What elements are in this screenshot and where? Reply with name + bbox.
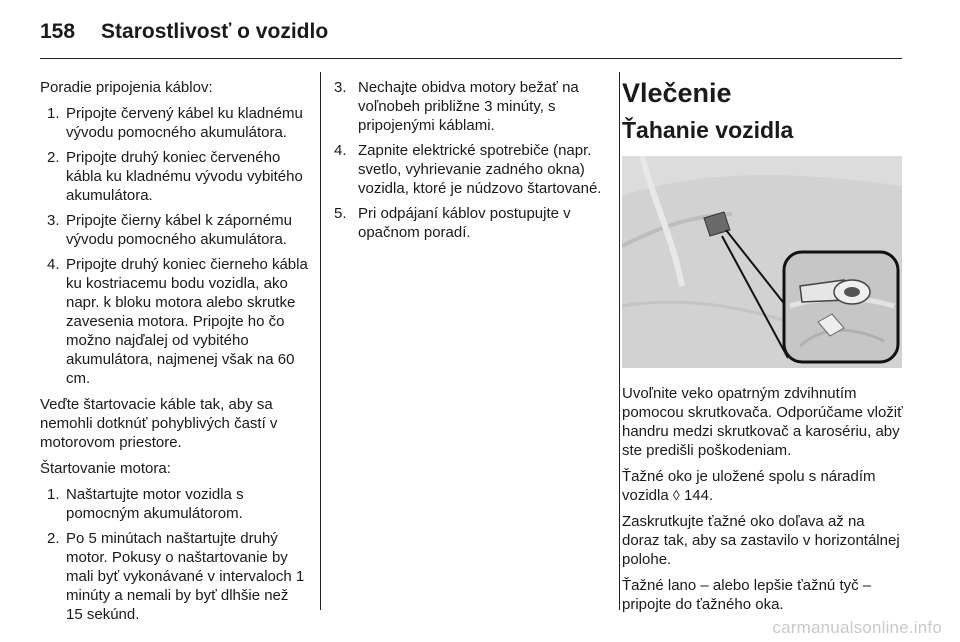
list-item: 3. Pripojte čierny kábel k zápornému vývodu pomocného akumulátora. xyxy=(47,212,292,248)
header-divider xyxy=(40,58,902,59)
cable-steps-list xyxy=(40,104,308,388)
chapter-heading: Vlečenie xyxy=(622,78,732,108)
column-divider-2 xyxy=(619,72,620,610)
page-header xyxy=(40,14,900,50)
page-reference-icon: ◊ xyxy=(672,487,680,503)
tow-eye-install-text: Zaskrutkujte ťažné oko doľava až na doraz tak, aby sa zastavilo v horizontálnej polohe. xyxy=(622,513,900,568)
start-steps-list xyxy=(40,485,308,624)
list-item: 2. Pripojte druhý koniec červeného kábla ku kladnému vývodu vybitého akumulátora. xyxy=(47,149,303,204)
cover-removal-text: Uvoľnite veko opatrným zdvihnutím pomocou skrutkovača. Odporúčame vložiť handru medzi skrutkovač a karosériu, aby ste predišli poškodeniam. xyxy=(622,385,903,459)
column-1 xyxy=(40,78,308,631)
list-item: 4. Pripojte druhý koniec čierneho kábla ku kostriacemu bodu vozidla, ako napr. k bloku motora alebo skrutke zavesenia motora. Pripojte ho čo možno najďalej od vybitého akumulátora, najmenej však na 60 cm. xyxy=(47,256,308,387)
section-title: Starostlivosť o vozidlo xyxy=(101,20,329,43)
page-number: 158 xyxy=(40,20,76,43)
list-item: 1. Naštartujte motor vozidla s pomocným akumulátorom. xyxy=(47,486,244,522)
watermark: carmanualsonline.info xyxy=(772,618,942,637)
tow-eye-storage-text: Ťažné oko je uložené spolu s náradím vozidla ◊ 144. xyxy=(622,468,876,504)
continued-steps-list xyxy=(334,78,606,242)
list-item: 2. Po 5 minútach naštartujte druhý motor. Pokusy o naštartovanie by mali byť vykonávané v intervaloch 1 minúty a nemali by byť dlhšie než 15 sekúnd. xyxy=(47,530,305,623)
list-item: 5. Pri odpájaní káblov postupujte v opačnom poradí. xyxy=(334,205,571,241)
tow-eye-illustration xyxy=(622,156,902,368)
column-3 xyxy=(622,78,904,621)
cable-order-intro: Poradie pripojenia káblov: xyxy=(40,79,213,96)
list-item: 1. Pripojte červený kábel ku kladnému vývodu pomocného akumulátora. xyxy=(47,105,303,141)
list-item: 3. Nechajte obidva motory bežať na voľnobeh približne 3 minúty, s pripojenými káblami. xyxy=(334,79,579,134)
page-reference: 144. xyxy=(679,487,714,504)
tow-rope-text: Ťažné lano – alebo lepšie ťažnú tyč – pripojte do ťažného oka. xyxy=(622,577,872,613)
list-item: 4. Zapnite elektrické spotrebiče (napr. svetlo, vyhrievanie zadného okna) vozidla, ktoré je núdzovo štartované. xyxy=(334,142,602,197)
column-divider-1 xyxy=(320,72,321,610)
engine-start-intro: Štartovanie motora: xyxy=(40,460,171,477)
cable-routing-note: Veďte štartovacie káble tak, aby sa nemohli dotknúť pohyblivých častí v motorovom priestore. xyxy=(40,396,278,451)
column-2 xyxy=(334,78,606,249)
section-heading: Ťahanie vozidla xyxy=(622,117,794,143)
